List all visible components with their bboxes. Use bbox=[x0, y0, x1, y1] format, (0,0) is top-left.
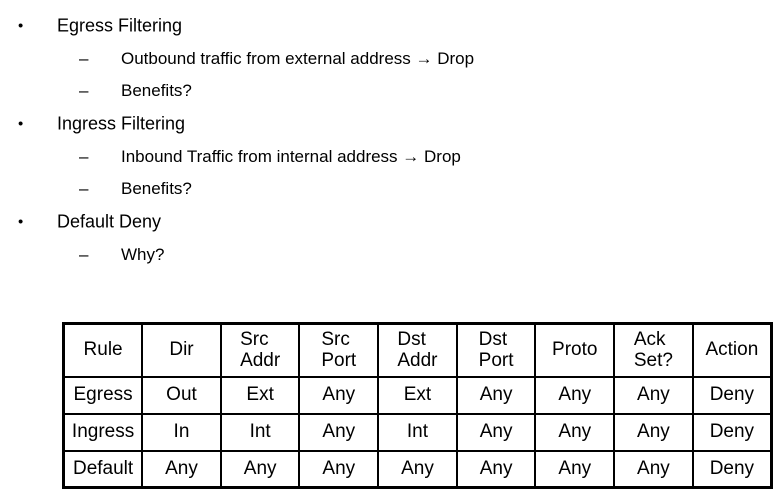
table-cell: Any bbox=[299, 414, 378, 451]
table-cell: Any bbox=[299, 451, 378, 488]
table-cell: Any bbox=[535, 451, 614, 488]
bullet-text: Ingress Filtering bbox=[57, 113, 186, 134]
table-cell: Any bbox=[142, 451, 221, 488]
table-cell: Deny bbox=[693, 414, 772, 451]
table-cell: Any bbox=[221, 451, 300, 488]
bullet-item-egress-benefits bbox=[0, 75, 781, 107]
table-row-egress bbox=[64, 377, 772, 414]
table-cell: Any bbox=[378, 451, 457, 488]
table-cell: Any bbox=[614, 377, 693, 414]
bullet-marker: • bbox=[18, 115, 24, 133]
table-cell: Ext bbox=[378, 377, 457, 414]
bullet-text: Egress Filtering bbox=[57, 15, 183, 36]
table-cell: Int bbox=[221, 414, 300, 451]
table-cell: Any bbox=[614, 451, 693, 488]
table-cell: Deny bbox=[693, 377, 772, 414]
table-body bbox=[64, 377, 772, 488]
bullet-item-default-deny bbox=[0, 205, 781, 239]
table-cell: Ext bbox=[221, 377, 300, 414]
table-cell: Deny bbox=[693, 451, 772, 488]
header-proto: Proto bbox=[535, 324, 614, 377]
bullet-text: Benefits? bbox=[121, 179, 192, 198]
table-cell: Ingress bbox=[64, 414, 143, 451]
bullet-marker: • bbox=[18, 213, 24, 231]
table-row-default bbox=[64, 451, 772, 488]
header-action: Action bbox=[693, 324, 772, 377]
table-header bbox=[64, 324, 772, 377]
header-src-addr: Src Addr bbox=[221, 324, 300, 377]
table-cell: In bbox=[142, 414, 221, 451]
dash-marker: – bbox=[79, 147, 89, 166]
bullet-item-ingress-filtering bbox=[0, 107, 781, 141]
table-cell: Any bbox=[457, 377, 536, 414]
bullet-text: Outbound traffic from external address → Drop bbox=[121, 49, 475, 68]
table-row-ingress bbox=[64, 414, 772, 451]
header-ack-set: Ack Set? bbox=[614, 324, 693, 377]
header-dst-addr: Dst Addr bbox=[378, 324, 457, 377]
header-dir: Dir bbox=[142, 324, 221, 377]
bullet-list bbox=[0, 9, 781, 271]
bullet-marker: • bbox=[18, 17, 24, 35]
header-dst-port: Dst Port bbox=[457, 324, 536, 377]
dash-marker: – bbox=[79, 49, 89, 68]
table-cell: Any bbox=[457, 451, 536, 488]
bullet-text: Inbound Traffic from internal address → Drop bbox=[121, 147, 461, 166]
bullet-text: Benefits? bbox=[121, 81, 192, 100]
table-cell: Any bbox=[535, 377, 614, 414]
bullet-item-inbound-drop bbox=[0, 141, 781, 173]
table-cell: Int bbox=[378, 414, 457, 451]
bullet-item-outbound-drop bbox=[0, 43, 781, 75]
table-cell: Any bbox=[299, 377, 378, 414]
table-cell: Default bbox=[64, 451, 143, 488]
bullet-text: Why? bbox=[121, 245, 165, 264]
dash-marker: – bbox=[79, 179, 89, 198]
table-cell: Any bbox=[535, 414, 614, 451]
table-cell: Any bbox=[614, 414, 693, 451]
bullet-item-egress-filtering bbox=[0, 9, 781, 43]
table-cell: Egress bbox=[64, 377, 143, 414]
bullet-item-ingress-benefits bbox=[0, 173, 781, 205]
bullet-item-why bbox=[0, 239, 781, 271]
header-src-port: Src Port bbox=[299, 324, 378, 377]
table-cell: Out bbox=[142, 377, 221, 414]
table-cell: Any bbox=[457, 414, 536, 451]
table-header-row bbox=[64, 324, 772, 377]
dash-marker: – bbox=[79, 81, 89, 100]
firewall-rules-table bbox=[62, 322, 773, 489]
header-rule: Rule bbox=[64, 324, 143, 377]
bullet-text: Default Deny bbox=[57, 211, 162, 232]
dash-marker: – bbox=[79, 245, 89, 264]
